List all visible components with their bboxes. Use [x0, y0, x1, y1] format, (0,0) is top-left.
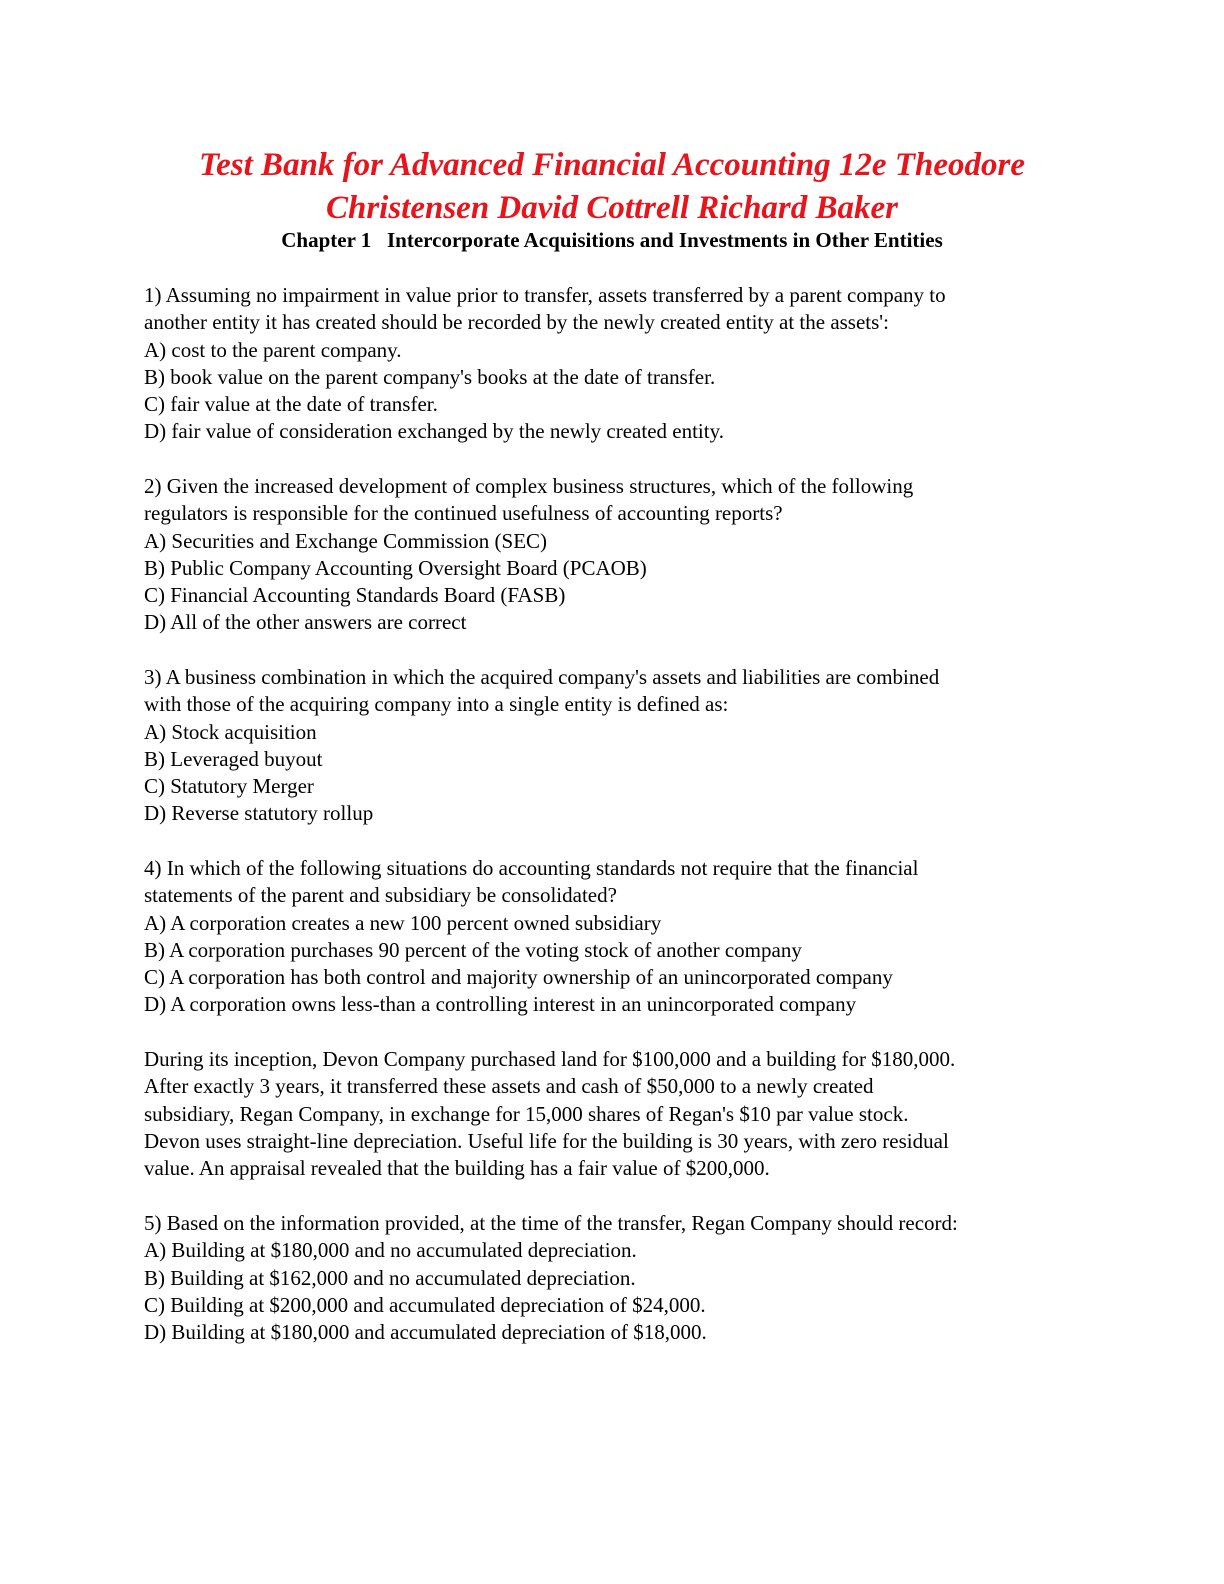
question-5-option-a: A) Building at $180,000 and no accumulated depreciation.	[144, 1238, 637, 1263]
question-4-option-d: D) A corporation owns less-than a controlling interest in an unincorporated company	[144, 992, 857, 1017]
document-title-line-2: Christensen David Cottrell Richard Baker	[325, 190, 899, 226]
question-2-option-d: D) All of the other answers are correct	[144, 610, 467, 635]
question-1-option-a: A) cost to the parent company.	[144, 337, 402, 362]
question-4	[144, 855, 1084, 1019]
question-4-option-b: B) A corporation purchases 90 percent of the voting stock of another company	[144, 937, 802, 962]
question-2-stem-line-2: regulators is responsible for the continued usefulness of accounting reports?	[144, 501, 783, 526]
question-2-option-b: B) Public Company Accounting Oversight Board (PCAOB)	[144, 555, 647, 580]
question-4-option-c: C) A corporation has both control and majority ownership of an unincorporated company	[144, 965, 893, 990]
scenario-line-4: Devon uses straight-line depreciation. Useful life for the building is 30 years, with zero residual	[144, 1128, 949, 1153]
scenario-line-3: subsidiary, Regan Company, in exchange for 15,000 shares of Regan's $10 par value stock.	[144, 1101, 909, 1126]
question-5-option-c: C) Building at $200,000 and accumulated depreciation of $24,000.	[144, 1292, 706, 1317]
scenario-paragraph	[144, 1046, 1084, 1182]
question-3-option-b: B) Leveraged buyout	[144, 746, 323, 771]
question-3	[144, 664, 1084, 828]
question-2-option-a: A) Securities and Exchange Commission (SEC)	[144, 528, 548, 553]
question-5-option-d: D) Building at $180,000 and accumulated depreciation of $18,000.	[144, 1320, 707, 1345]
question-5-option-b: B) Building at $162,000 and no accumulated depreciation.	[144, 1265, 636, 1290]
question-5-stem-line-1: 5) Based on the information provided, at the time of the transfer, Regan Company should record:	[144, 1211, 958, 1235]
question-3-stem-line-1: 3) A business combination in which the acquired company's assets and liabilities are combined	[144, 665, 940, 689]
scenario-line-1: During its inception, Devon Company purchased land for $100,000 and a building for $180,000.	[144, 1047, 956, 1071]
question-3-option-a: A) Stock acquisition	[144, 719, 317, 744]
question-2-option-c: C) Financial Accounting Standards Board (FASB)	[144, 583, 566, 608]
question-1	[144, 282, 1084, 446]
document-title-line-1: Test Bank for Advanced Financial Accounting 12e Theodore	[199, 147, 1025, 183]
question-2-stem-line-1: 2) Given the increased development of complex business structures, which of the following	[144, 474, 914, 498]
question-1-option-d: D) fair value of consideration exchanged by the newly created entity.	[144, 419, 724, 444]
scenario-line-2: After exactly 3 years, it transferred these assets and cash of $50,000 to a newly created	[144, 1074, 874, 1099]
question-4-stem-line-1: 4) In which of the following situations do accounting standards not require that the financial	[144, 856, 919, 880]
question-1-option-b: B) book value on the parent company's books at the date of transfer.	[144, 364, 716, 389]
question-1-option-c: C) fair value at the date of transfer.	[144, 392, 438, 417]
chapter-heading: Chapter 1 Intercorporate Acquisitions and Investments in Other Entities	[281, 228, 943, 252]
question-5	[144, 1210, 1084, 1346]
question-4-option-a: A) A corporation creates a new 100 percent owned subsidiary	[144, 910, 662, 935]
question-4-stem-line-2: statements of the parent and subsidiary be consolidated?	[144, 883, 617, 908]
scenario-line-5: value. An appraisal revealed that the building has a fair value of $200,000.	[144, 1156, 770, 1181]
question-3-option-d: D) Reverse statutory rollup	[144, 801, 374, 826]
question-1-stem-line-1: 1) Assuming no impairment in value prior to transfer, assets transferred by a parent company to	[144, 283, 946, 307]
question-1-stem-line-2: another entity it has created should be recorded by the newly created entity at the assets':	[144, 310, 889, 335]
question-2	[144, 473, 1084, 637]
question-3-stem-line-2: with those of the acquiring company into a single entity is defined as:	[144, 692, 729, 717]
question-3-option-c: C) Statutory Merger	[144, 774, 314, 799]
